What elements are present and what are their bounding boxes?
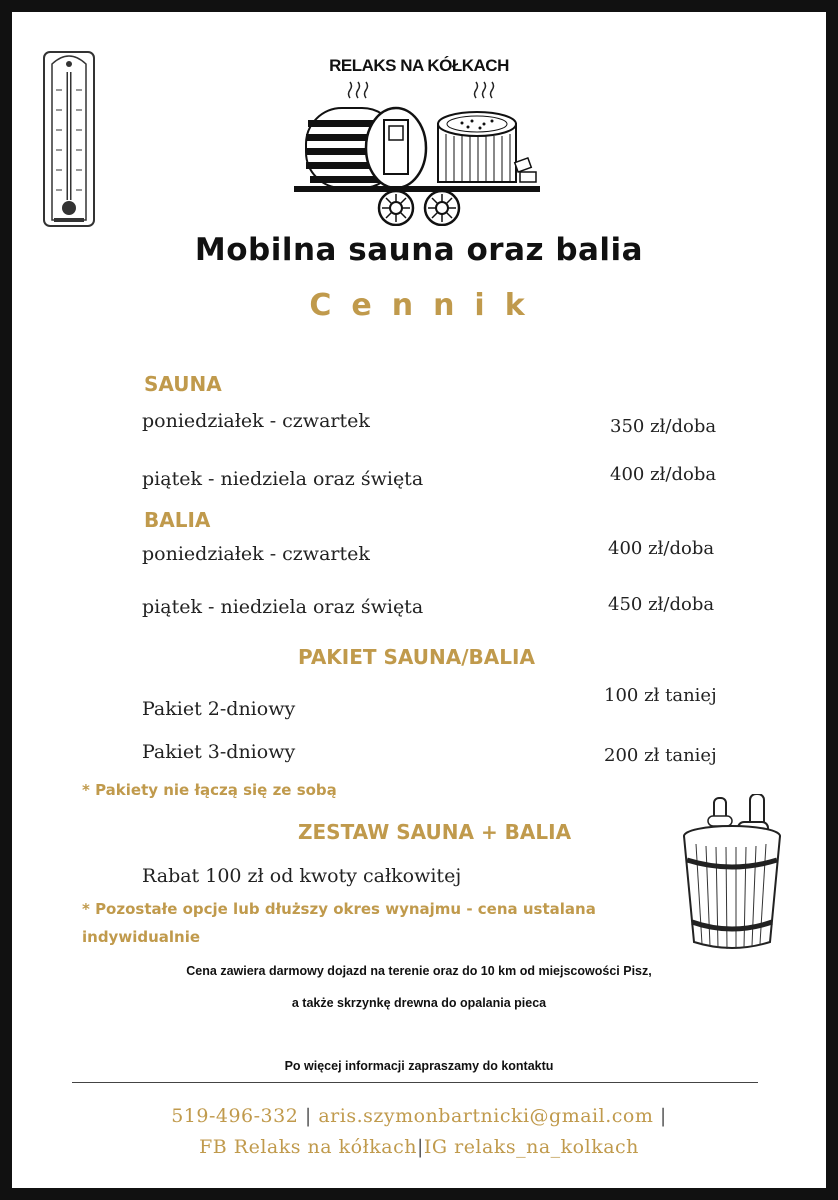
facebook-label: FB xyxy=(199,1136,228,1158)
pakiet-row-price: 100 zł taniej xyxy=(604,685,717,706)
sauna-row-label: piątek - niedziela oraz święta xyxy=(142,468,424,490)
email-link[interactable]: aris.szymonbartnicki@gmail.com xyxy=(318,1105,654,1127)
section-heading-zestaw: ZESTAW SAUNA + BALIA xyxy=(298,820,572,844)
section-heading-pakiet: PAKIET SAUNA/BALIA xyxy=(298,645,535,669)
separator: | xyxy=(304,1105,312,1127)
phone-number[interactable]: 519-496-332 xyxy=(171,1105,299,1127)
pakiet-row-label: Pakiet 2-dniowy xyxy=(142,698,296,720)
separator: | xyxy=(416,1136,424,1158)
contact-line-2 xyxy=(12,1136,826,1158)
balia-row-price: 400 zł/doba xyxy=(608,538,715,559)
price-list-subtitle: Cennik xyxy=(309,288,545,323)
info-text-line2: a także skrzynkę drewna do opalania pieca xyxy=(291,996,547,1010)
price-list-page xyxy=(12,12,826,1188)
instagram-link[interactable]: relaks_na_kolkach xyxy=(454,1136,639,1158)
section-heading-sauna: SAUNA xyxy=(144,372,222,396)
separator: | xyxy=(659,1105,667,1127)
balia-row-label: piątek - niedziela oraz święta xyxy=(142,596,424,618)
other-options-note-line1: * Pozostałe opcje lub dłuższy okres wynajmu - cena ustalana xyxy=(82,900,596,918)
brand-name: RELAKS NA KÓŁKACH xyxy=(329,56,509,75)
sauna-row-price: 400 zł/doba xyxy=(610,464,717,485)
section-heading-balia: BALIA xyxy=(144,508,211,532)
thermometer-icon xyxy=(42,50,96,228)
pakiet-note: * Pakiety nie łączą się ze sobą xyxy=(82,781,337,799)
contact-prompt: Po więcej informacji zapraszamy do kontaktu xyxy=(284,1059,554,1073)
sauna-trailer-icon xyxy=(290,78,552,226)
instagram-label: IG xyxy=(423,1136,448,1158)
page-title: Mobilna sauna oraz balia xyxy=(194,232,644,268)
pakiet-row-price: 200 zł taniej xyxy=(604,745,717,766)
contact-line-1 xyxy=(12,1105,826,1127)
info-text-line1: Cena zawiera darmowy dojazd na terenie oraz do 10 km od miejscowości Pisz, xyxy=(186,964,652,978)
facebook-link[interactable]: Relaks na kółkach xyxy=(233,1136,417,1158)
other-options-note-line2: indywidualnie xyxy=(82,928,201,946)
sauna-bucket-icon xyxy=(680,794,784,954)
zestaw-text: Rabat 100 zł od kwoty całkowitej xyxy=(142,865,462,887)
balia-row-price: 450 zł/doba xyxy=(608,594,715,615)
balia-row-label: poniedziałek - czwartek xyxy=(142,543,370,565)
divider xyxy=(72,1082,758,1083)
pakiet-row-label: Pakiet 3-dniowy xyxy=(142,741,296,763)
sauna-row-label: poniedziałek - czwartek xyxy=(142,410,370,432)
sauna-row-price: 350 zł/doba xyxy=(610,416,717,437)
